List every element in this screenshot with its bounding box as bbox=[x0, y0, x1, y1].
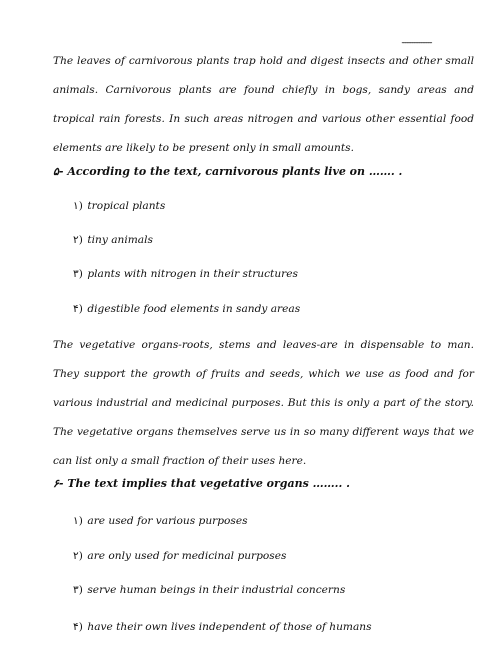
option-number: ۴) bbox=[73, 303, 83, 315]
option-number: ۴) bbox=[73, 621, 83, 633]
option-text: plants with nitrogen in their structures bbox=[87, 268, 298, 280]
header-mark: ـــــــــــــــــ bbox=[402, 38, 432, 45]
option-number: ۱) bbox=[73, 200, 83, 212]
question-6-option-3 bbox=[73, 584, 345, 596]
option-number: ۲) bbox=[73, 234, 83, 246]
question-6 bbox=[53, 477, 474, 490]
option-number: ۳) bbox=[73, 584, 83, 596]
question-6-number: ۶- bbox=[53, 477, 64, 490]
option-number: ۱) bbox=[73, 515, 83, 527]
passage-1: The leaves of carnivorous plants trap hold and digest insects and other small animals. Carnivorous plants are found chiefly in bogs, sandy areas and tropical rain forests. In such areas nitrogen and various other essential food elements are likely to be present only in small amounts. bbox=[53, 55, 474, 154]
option-text: serve human beings in their industrial concerns bbox=[87, 584, 346, 596]
option-number: ۳) bbox=[73, 268, 83, 280]
option-number: ۲) bbox=[73, 550, 83, 562]
passage-2: The vegetative organs-roots, stems and leaves-are in dispensable to man. They support the growth of fruits and seeds, which we use as food and for various industrial and medicinal purposes. But this is only a part of the story. The vegetative organs themselves serve us in so many different ways that we can list only a small fraction of their uses here. bbox=[53, 339, 474, 467]
question-5-option-4 bbox=[73, 303, 300, 315]
question-5-option-1 bbox=[73, 200, 165, 212]
question-5-option-2 bbox=[73, 234, 153, 246]
option-text: are used for various purposes bbox=[87, 515, 248, 527]
question-6-text: The text implies that vegetative organs …….. . bbox=[67, 477, 350, 490]
question-5-option-3 bbox=[73, 268, 298, 280]
question-5-text: According to the text, carnivorous plants live on ……. . bbox=[67, 165, 403, 178]
option-text: digestible food elements in sandy areas bbox=[87, 303, 301, 315]
question-6-option-2 bbox=[73, 550, 286, 562]
option-text: tiny animals bbox=[87, 234, 153, 246]
question-5-number: ۵- bbox=[53, 165, 64, 178]
option-text: have their own lives independent of those of humans bbox=[87, 621, 372, 633]
option-text: tropical plants bbox=[87, 200, 166, 212]
question-6-option-1 bbox=[73, 515, 248, 527]
question-5 bbox=[53, 165, 474, 178]
option-text: are only used for medicinal purposes bbox=[87, 550, 287, 562]
question-6-option-4 bbox=[73, 621, 372, 633]
